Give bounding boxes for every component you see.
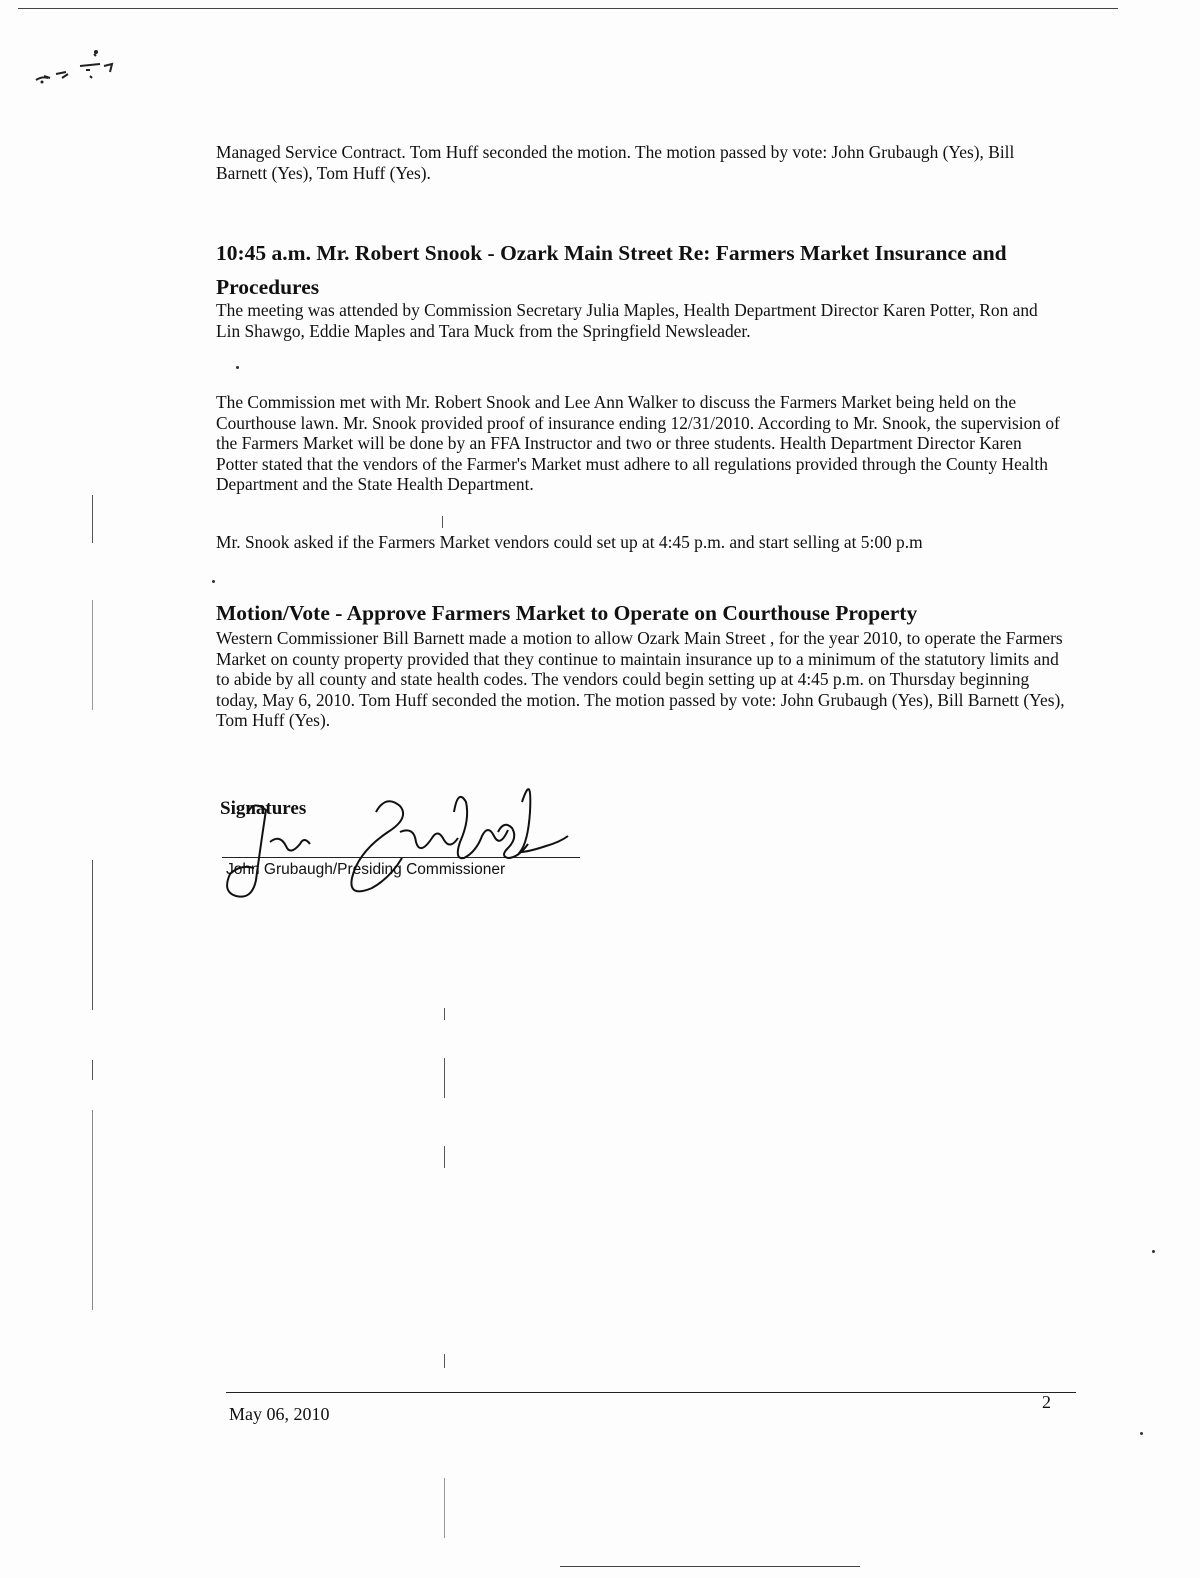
- scan-artifact-dot: [1140, 1432, 1143, 1435]
- scan-artifact-tick: [444, 1146, 445, 1168]
- attendance-paragraph: The meeting was attended by Commission Secretary Julia Maples, Health Department Director Karen Potter, Ron and Lin Shawgo, Eddie Maples and Tara Muck from the Springfield Newsleader.: [216, 300, 1038, 341]
- section-heading-motion-vote: Motion/Vote - Approve Farmers Market to Operate on Courthouse Property: [216, 601, 918, 625]
- scan-artifact-tick: [92, 495, 93, 543]
- handwritten-signature: [208, 772, 588, 912]
- scan-artifact-tick: [92, 1110, 93, 1310]
- continuation-paragraph: Managed Service Contract. Tom Huff seconded the motion. The motion passed by vote: John Grubaugh (Yes), Bill Barnett (Yes), Tom Huff (Yes).: [216, 142, 1015, 183]
- footer-rule: [226, 1392, 1076, 1393]
- scan-artifact-dot: [212, 580, 215, 583]
- scan-speck-mark: [34, 48, 120, 88]
- scan-artifact-tick: [442, 516, 443, 528]
- scan-artifact-tick: [92, 1060, 93, 1080]
- scan-edge-line-bottom: [560, 1566, 860, 1567]
- scan-edge-line: [18, 8, 1118, 9]
- question-paragraph: Mr. Snook asked if the Farmers Market vendors could set up at 4:45 p.m. and start selling at 5:00 p.m: [216, 532, 923, 552]
- scan-artifact-tick: [444, 1058, 445, 1098]
- motion-paragraph: Western Commissioner Bill Barnett made a motion to allow Ozark Main Street , for the year 2010, to operate the Farmers Market on county property provided that they continue to maintain insurance up to a minimum of the statutory limits and to abide by all county and state health codes. The vendors could begin setting up at 4:45 p.m. on Thursday beginning today, May 6, 2010. Tom Huff seconded the motion. The motion passed by vote: John Grubaugh (Yes), Bill Barnett (Yes), Tom Huff (Yes).: [216, 628, 1065, 731]
- scan-artifact-dot: [1152, 1250, 1155, 1253]
- scan-artifact-tick: [444, 1478, 445, 1538]
- scan-artifact-tick: [92, 860, 93, 1010]
- page-number: 2: [1042, 1392, 1051, 1412]
- signer-name: John Grubaugh/Presiding Commissioner: [226, 861, 506, 878]
- scan-artifact-tick: [92, 600, 93, 710]
- discussion-paragraph: The Commission met with Mr. Robert Snook and Lee Ann Walker to discuss the Farmers Market being held on the Courthouse lawn. Mr. Snook provided proof of insurance ending 12/31/2010. According to Mr. Snook, the supervision of the Farmers Market will be done by an FFA Instructor and two or three students. Health Department Director Karen Potter stated that the vendors of the Farmer's Market must adhere to all regulations provided through the County Health Department and the State Health Department.: [216, 392, 1060, 495]
- scan-artifact-tick: [444, 1354, 445, 1368]
- footer-date: May 06, 2010: [229, 1404, 330, 1424]
- scan-artifact-dot: [236, 366, 239, 369]
- scan-artifact-tick: [444, 1008, 445, 1020]
- section-heading-farmers-market-insurance: 10:45 a.m. Mr. Robert Snook - Ozark Main Street Re: Farmers Market Insurance and Procedures: [216, 241, 1007, 299]
- signatures-heading: Signatures: [220, 798, 307, 819]
